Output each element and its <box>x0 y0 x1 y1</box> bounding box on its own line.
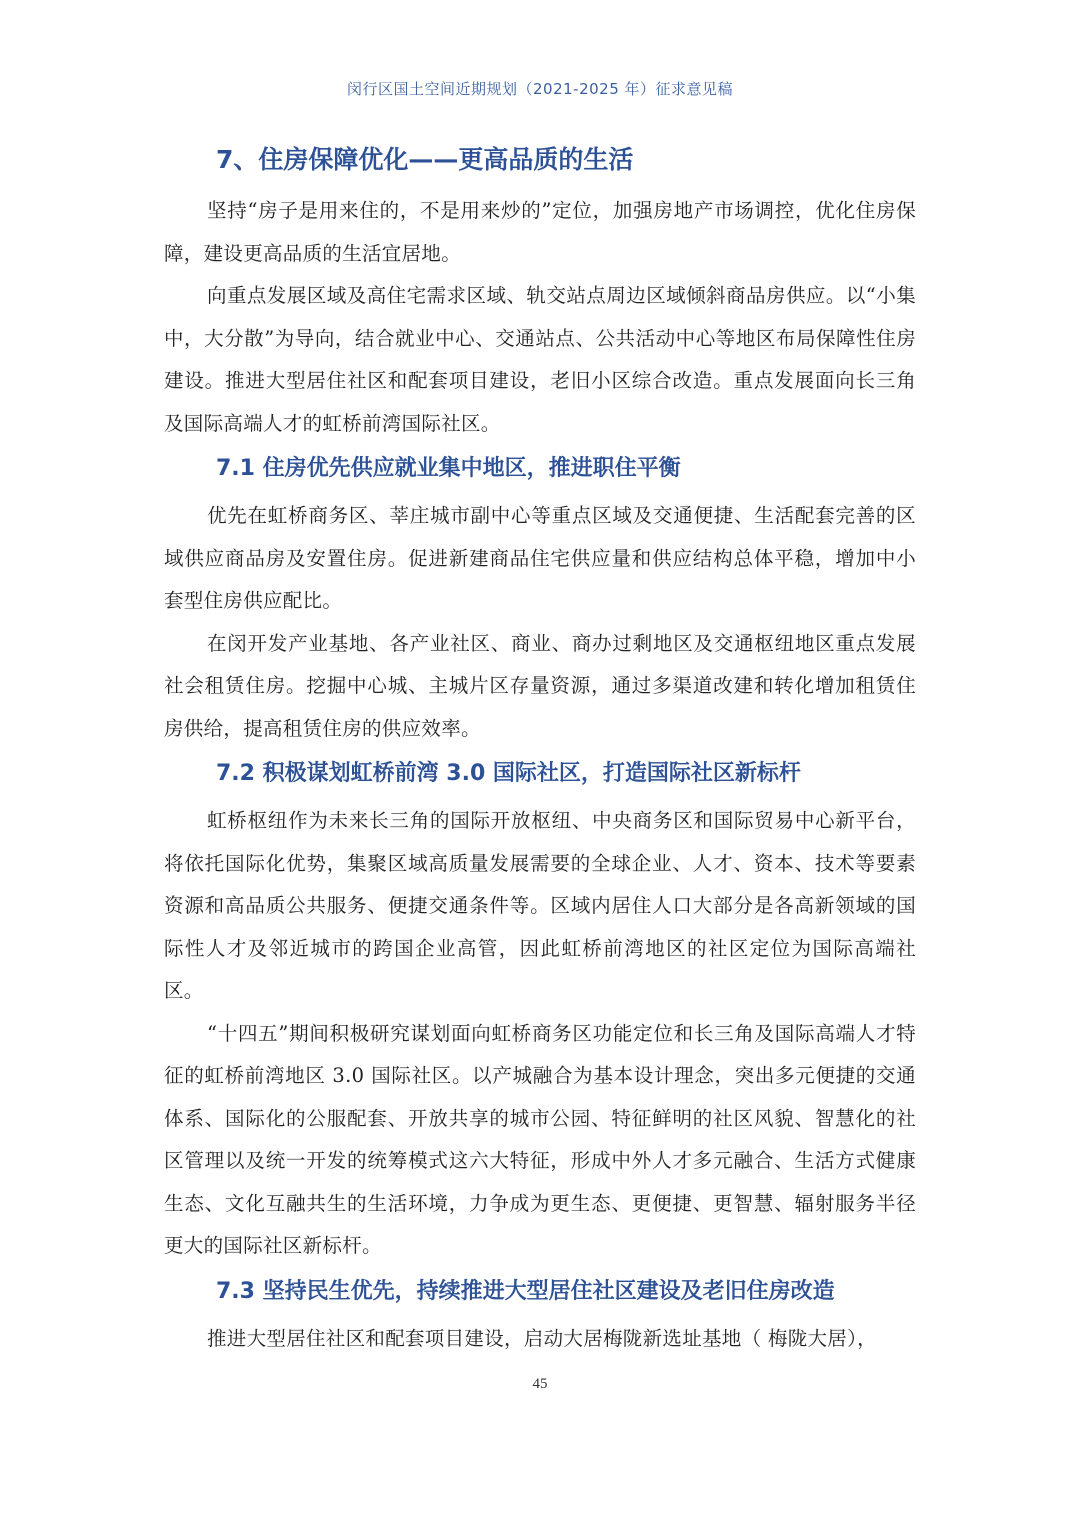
section-7-1-title: 7.1 住房优先供应就业集中地区，推进职住平衡 <box>216 456 681 481</box>
chapter-paragraph-1: 坚持“房子是用来住的，不是用来炒的”定位，加强房地产市场调控，优化住房保障，建设更高品质的生活宜居地。 <box>164 199 916 265</box>
chapter-title: 7、住房保障优化——更高品质的生活 <box>216 145 634 174</box>
section-7-2-title: 7.2 积极谋划虹桥前湾 3.0 国际社区，打造国际社区新标杆 <box>216 761 801 786</box>
running-header: 闵行区国土空间近期规划（2021-2025 年）征求意见稿 <box>346 80 734 98</box>
section-7-2-paragraph-1: 虹桥枢纽作为未来长三角的国际开放枢纽、中央商务区和国际贸易中心新平台，将依托国际化优势，集聚区域高质量发展需要的全球企业、人才、资本、技术等要素资源和高品质公共服务、便捷交通条件等。区域内居住人口大部分是各高新领域的国际性人才及邻近城市的跨国企业高管，因此虹桥前湾地区的社区定位为国际高端社区。 <box>164 809 916 1002</box>
chapter-paragraph-2: 向重点发展区域及高住宅需求区域、轨交站点周边区域倾斜商品房供应。以“小集中，大分散”为导向，结合就业中心、交通站点、公共活动中心等地区布局保障性住房建设。推进大型居住社区和配套项目建设，老旧小区综合改造。重点发展面向长三角及国际高端人才的虹桥前湾国际社区。 <box>164 284 916 435</box>
page-number: 45 <box>532 1376 548 1392</box>
section-7-1-paragraph-1: 优先在虹桥商务区、莘庄城市副中心等重点区域及交通便捷、生活配套完善的区域供应商品房及安置住房。促进新建商品住宅供应量和供应结构总体平稳，增加中小套型住房供应配比。 <box>164 504 916 612</box>
section-7-3-title: 7.3 坚持民生优先，持续推进大型居住社区建设及老旧住房改造 <box>216 1278 835 1304</box>
page-content <box>164 142 916 1360</box>
section-7-2-paragraph-2: “十四五”期间积极研究谋划面向虹桥商务区功能定位和长三角及国际高端人才特征的虹桥前湾地区 3.0 国际社区。以产城融合为基本设计理念，突出多元便捷的交通体系、国际化的公服配套、开放共享的城市公园、特征鲜明的社区风貌、智慧化的社区管理以及统一开发的统筹模式这六大特征，形成中外人才多元融合、生活方式健康生态、文化互融共生的生活环境，力争成为更生态、更便捷、更智慧、辐射服务半径更大的国际社区新标杆。 <box>164 1021 916 1257</box>
section-7-1-paragraph-2: 在闵开发产业基地、各产业社区、商业、商办过剩地区及交通枢纽地区重点发展社会租赁住房。挖掘中心城、主城片区存量资源，通过多渠道改建和转化增加租赁住房供给，提高租赁住房的供应效率。 <box>164 631 916 740</box>
section-7-3-paragraph-1: 推进大型居住社区和配套项目建设，启动大居梅陇新选址基地（ 梅陇大居）， <box>207 1326 877 1350</box>
